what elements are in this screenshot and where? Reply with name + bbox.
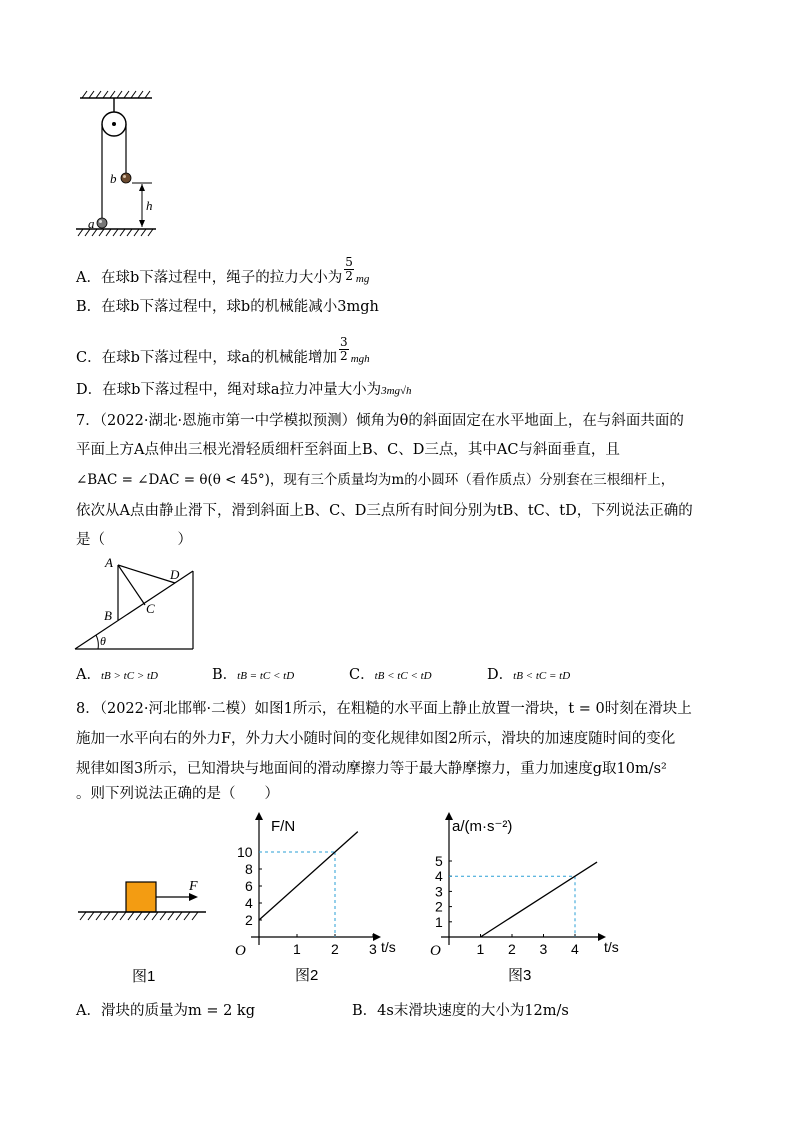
chart3-y-tick-label: 3 bbox=[435, 883, 443, 900]
chart2-origin: O bbox=[235, 943, 246, 959]
chart2-y-tick-label: 4 bbox=[245, 895, 253, 911]
chart2-x-tick-label: 2 bbox=[331, 941, 339, 957]
chart3-ylabel: a/(m·s⁻²) bbox=[452, 818, 513, 835]
point-B: B bbox=[104, 608, 112, 623]
chart2-x-tick-label: 1 bbox=[293, 941, 301, 957]
chart3-y-tick-label: 4 bbox=[435, 868, 443, 885]
q6-option-c[interactable]: C．在球b下落过程中，球a的机械能增加 $\frac{3}{2}$ mgh bbox=[76, 334, 370, 366]
angle-theta: θ bbox=[100, 634, 106, 648]
label-b: b bbox=[110, 171, 117, 186]
chart3-origin: O bbox=[430, 943, 441, 959]
point-D: D bbox=[170, 567, 180, 582]
chart3-x-tick-label: 2 bbox=[508, 941, 516, 957]
q7-stem-line-4: 依次从A点由静止滑下，滑到斜面上B、C、D三点所有时间分别为tB、tC、tD，下列说法正确的 bbox=[76, 503, 693, 519]
q6-option-b[interactable]: B．在球b下落过程中，球b的机械能减小3mgh bbox=[76, 299, 379, 315]
block-figure bbox=[72, 870, 222, 990]
chart3-y-tick-label: 1 bbox=[435, 913, 443, 930]
label-h: h bbox=[146, 198, 153, 213]
q6-option-a[interactable]: A．在球b下落过程中，绳子的拉力大小为 $\frac{5}{2}$ mg bbox=[76, 254, 370, 286]
q7-stem-line-5: 是（ ） bbox=[76, 532, 192, 548]
chart2-ylabel: F/N bbox=[271, 818, 296, 835]
q7-option-b[interactable]: B．tB = tC < tD bbox=[212, 667, 295, 683]
q6-option-d[interactable]: D．在球b下落过程中，绳对球a拉力冲量大小为3mg√h bbox=[76, 382, 412, 398]
chart2-y-tick-label: 2 bbox=[245, 912, 253, 928]
q7-stem-line-1: 7．（2022·湖北·恩施市第一中学模拟预测）倾角为θ的斜面固定在水平地面上，在与斜面共面的 bbox=[76, 413, 684, 429]
q7-option-a[interactable]: A．tB > tC > tD bbox=[76, 667, 158, 683]
q8-stem-line-3: 规律如图3所示，已知滑块与地面间的滑动摩擦力等于最大静摩擦力，重力加速度g取10m/s² bbox=[76, 761, 667, 777]
chart2-x-tick-label: 3 bbox=[369, 941, 377, 957]
chart2-y-tick-label: 8 bbox=[245, 861, 253, 877]
q8-stem-line-1: 8．（2022·河北邯郸·二模）如图1所示，在粗糙的水平面上静止放置一滑块，t = 0时刻在滑块上 bbox=[76, 701, 692, 717]
q7-option-c[interactable]: C．tB < tC < tD bbox=[349, 667, 432, 683]
q8-stem-line-2: 施加一水平向右的外力F，外力大小随时间的变化规律如图2所示，滑块的加速度随时间的变化 bbox=[76, 731, 676, 747]
q8-option-b[interactable]: B．4s末滑块速度的大小为12m/s bbox=[352, 1003, 569, 1019]
q7-stem-line-2: 平面上方A点伸出三根光滑轻质细杆至斜面上B、C、D三点，其中AC与斜面垂直，且 bbox=[76, 442, 620, 458]
chart-acceleration-time bbox=[422, 810, 622, 990]
chart3-y-tick-label: 2 bbox=[435, 898, 443, 915]
pulley-figure bbox=[60, 88, 180, 238]
fig1-caption: 图1 bbox=[132, 968, 156, 985]
q8-option-a[interactable]: A．滑块的质量为m = 2 kg bbox=[76, 1003, 256, 1019]
q7-option-d[interactable]: D．tB < tC = tD bbox=[487, 667, 571, 683]
fig3-caption: 图3 bbox=[508, 967, 532, 984]
chart2-xlabel: t/s bbox=[381, 939, 396, 955]
chart2-x-arrow bbox=[373, 933, 381, 941]
label-a: a bbox=[88, 216, 95, 231]
chart2-series-line bbox=[259, 832, 358, 920]
point-A: A bbox=[105, 555, 113, 570]
chart3-xlabel: t/s bbox=[604, 939, 619, 955]
point-C: C bbox=[146, 601, 155, 616]
chart2-y-tick-label: 6 bbox=[245, 878, 253, 894]
chart2-y-arrow bbox=[255, 812, 263, 820]
force-label: F bbox=[189, 879, 198, 894]
chart3-y-tick-label: 5 bbox=[435, 853, 443, 869]
chart3-x-tick-label: 4 bbox=[571, 941, 579, 957]
q7-stem-line-3: ∠BAC = ∠DAC = θ(θ < 45°)，现有三个质量均为m的小圆环（看作质点）分别套在三根细杆上， bbox=[76, 472, 675, 488]
incline-figure bbox=[70, 553, 220, 653]
chart2-y-tick-label: 10 bbox=[237, 844, 253, 860]
chart3-x-tick-label: 1 bbox=[476, 941, 485, 957]
chart3-series-line bbox=[481, 862, 598, 937]
chart-force-time bbox=[225, 810, 405, 990]
q8-stem-line-4: 。则下列说法正确的是（ ） bbox=[76, 786, 279, 802]
fig2-caption: 图2 bbox=[295, 967, 319, 984]
chart3-x-tick-label: 3 bbox=[539, 941, 548, 957]
